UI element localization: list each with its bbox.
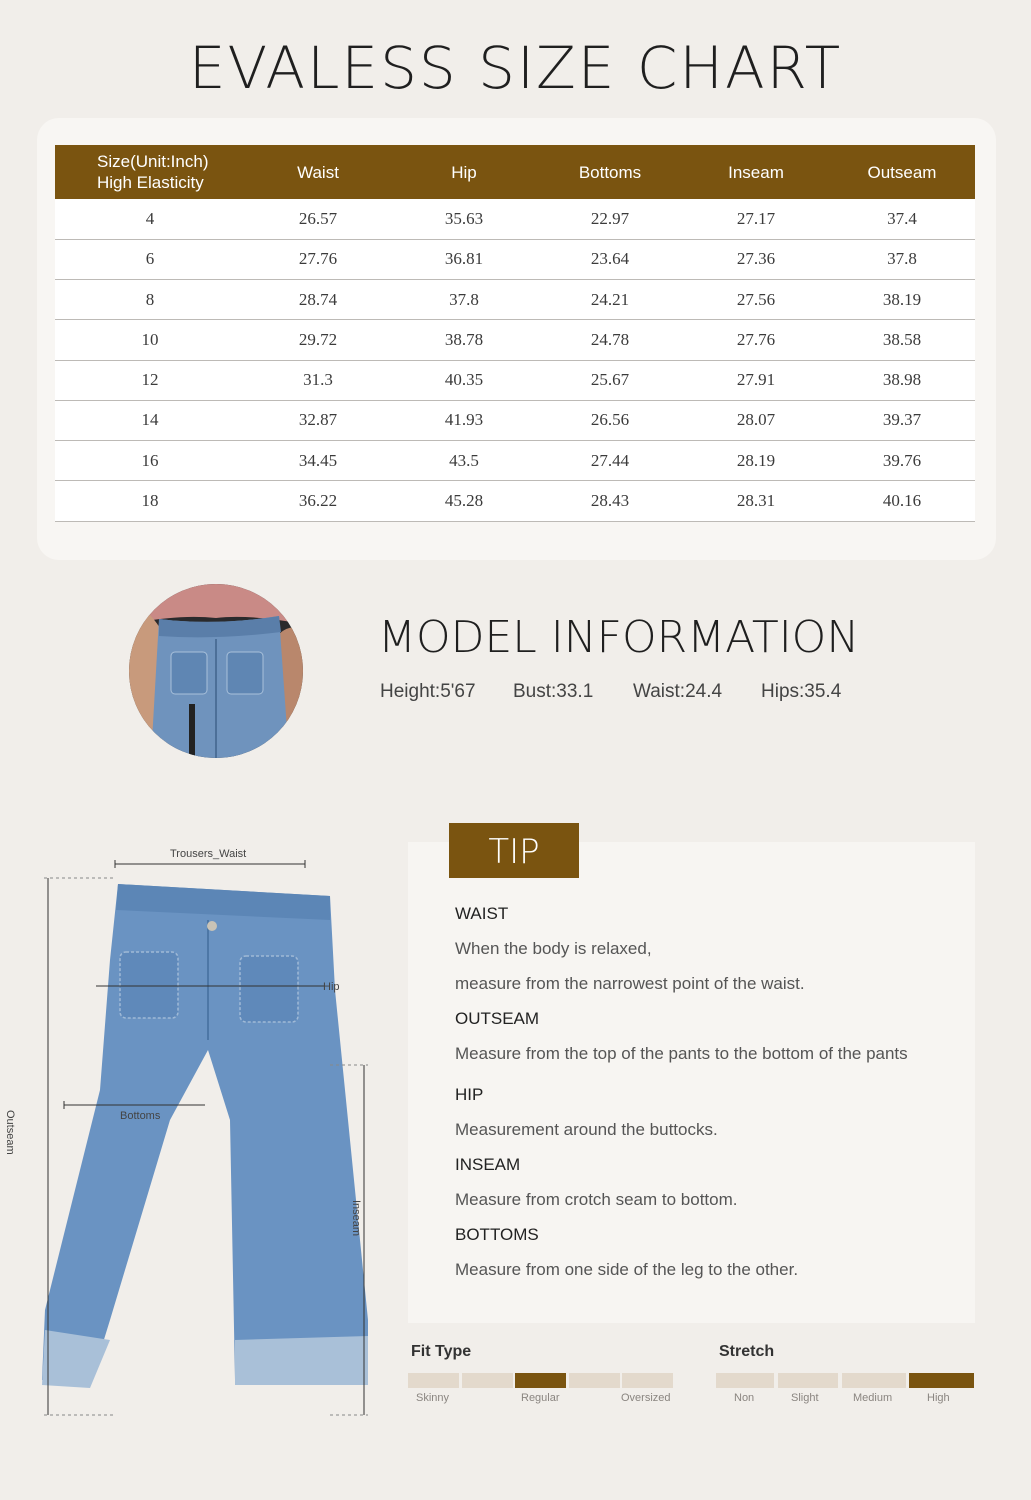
table-cell: 38.78	[391, 320, 537, 360]
tip-bottoms-text: Measure from one side of the leg to the other.	[455, 1260, 799, 1279]
stretch-segment-high	[909, 1373, 974, 1388]
model-hips: Hips:35.4	[761, 681, 842, 702]
table-row	[55, 239, 975, 279]
table-cell: 27.36	[683, 239, 829, 279]
diagram-inseam-label: Inseam	[350, 1200, 362, 1237]
table-cell: 28.31	[683, 481, 829, 521]
table-cell: 38.19	[829, 280, 975, 320]
fit-segment-1	[408, 1373, 459, 1388]
tip-outseam-heading: OUTSEAM	[455, 1009, 540, 1028]
tip-outseam-text: Measure from the top of the pants to the bottom of the pants	[455, 1044, 908, 1063]
table-header-row	[55, 145, 975, 199]
fit-label-oversized: Oversized	[621, 1392, 671, 1404]
pants-diagram	[30, 840, 390, 1430]
tip-hip-heading: HIP	[455, 1085, 484, 1104]
page-title: EVALESS SIZE CHART	[188, 34, 843, 102]
table-cell: 40.16	[829, 481, 975, 521]
table-cell: 24.21	[537, 280, 683, 320]
stretch-segment-slight	[778, 1373, 838, 1388]
table-cell: 38.58	[829, 320, 975, 360]
table-cell: 6	[55, 239, 245, 279]
table-cell: 28.74	[245, 280, 391, 320]
stretch-label-high: High	[927, 1392, 950, 1404]
diagram-bottoms-label: Bottoms	[120, 1110, 161, 1122]
table-cell: 40.35	[391, 360, 537, 400]
stretch-title: Stretch	[719, 1343, 775, 1360]
table-cell: 25.67	[537, 360, 683, 400]
table-cell: 28.19	[683, 441, 829, 481]
tip-waist-heading: WAIST	[455, 904, 509, 923]
header-size-line1: Size(Unit:Inch)	[97, 152, 209, 171]
table-cell: 34.45	[245, 441, 391, 481]
table-cell: 45.28	[391, 481, 537, 521]
table-cell: 43.5	[391, 441, 537, 481]
fit-segment-selected	[515, 1373, 566, 1388]
model-height: Height:5'67	[380, 681, 476, 702]
stretch-label-medium: Medium	[853, 1392, 893, 1404]
table-cell: 39.76	[829, 441, 975, 481]
stretch-segment-non	[716, 1373, 774, 1388]
header-bottoms: Bottoms	[537, 145, 683, 199]
table-cell: 16	[55, 441, 245, 481]
table-row	[55, 320, 975, 360]
fit-segment-2	[462, 1373, 513, 1388]
stretch-label-slight: Slight	[791, 1392, 819, 1404]
table-row	[55, 280, 975, 320]
header-inseam: Inseam	[683, 145, 829, 199]
table-cell: 27.91	[683, 360, 829, 400]
table-cell: 8	[55, 280, 245, 320]
table-cell: 27.17	[683, 199, 829, 239]
table-row	[55, 360, 975, 400]
table-row	[55, 199, 975, 239]
table-cell: 32.87	[245, 400, 391, 440]
table-cell: 41.93	[391, 400, 537, 440]
table-cell: 38.98	[829, 360, 975, 400]
table-cell: 18	[55, 481, 245, 521]
table-cell: 26.56	[537, 400, 683, 440]
table-cell: 37.8	[829, 239, 975, 279]
table-cell: 37.8	[391, 280, 537, 320]
table-row	[55, 441, 975, 481]
table-cell: 27.44	[537, 441, 683, 481]
tip-hip-text: Measurement around the buttocks.	[455, 1120, 718, 1139]
header-hip: Hip	[391, 145, 537, 199]
header-outseam: Outseam	[829, 145, 975, 199]
diagram-waist-label: Trousers_Waist	[170, 848, 247, 860]
model-waist: Waist:24.4	[633, 681, 723, 702]
table-cell: 24.78	[537, 320, 683, 360]
table-cell: 37.4	[829, 199, 975, 239]
table-cell: 35.63	[391, 199, 537, 239]
table-cell: 14	[55, 400, 245, 440]
header-size	[55, 145, 245, 199]
tip-waist-text-1: When the body is relaxed,	[455, 939, 652, 958]
header-waist: Waist	[245, 145, 391, 199]
tip-badge: TIP	[449, 823, 579, 878]
table-row	[55, 400, 975, 440]
model-photo	[129, 584, 303, 758]
diagram-hip-label: Hip	[323, 981, 340, 993]
model-heading: MODEL INFORMATION	[378, 612, 860, 663]
table-cell: 36.22	[245, 481, 391, 521]
tip-inseam-heading: INSEAM	[455, 1155, 521, 1174]
stretch-label-non: Non	[734, 1392, 755, 1404]
table-cell: 22.97	[537, 199, 683, 239]
table-cell: 26.57	[245, 199, 391, 239]
tip-inseam-text: Measure from crotch seam to bottom.	[455, 1190, 738, 1209]
header-size-line2: High Elasticity	[97, 173, 204, 192]
fit-label-skinny: Skinny	[416, 1392, 450, 1404]
fit-label-regular: Regular	[521, 1392, 560, 1404]
table-cell: 27.76	[245, 239, 391, 279]
fit-type-title: Fit Type	[411, 1343, 472, 1360]
table-cell: 31.3	[245, 360, 391, 400]
table-row	[55, 481, 975, 521]
fit-segment-5	[622, 1373, 673, 1388]
model-bust: Bust:33.1	[513, 681, 594, 702]
fit-segment-4	[569, 1373, 620, 1388]
diagram-outseam-label: Outseam	[4, 1110, 16, 1155]
table-cell: 12	[55, 360, 245, 400]
table-cell: 4	[55, 199, 245, 239]
table-cell: 28.07	[683, 400, 829, 440]
stretch-segment-medium	[842, 1373, 906, 1388]
table-cell: 39.37	[829, 400, 975, 440]
table-cell: 36.81	[391, 239, 537, 279]
table-cell: 23.64	[537, 239, 683, 279]
table-cell: 28.43	[537, 481, 683, 521]
size-table	[55, 145, 975, 522]
tip-waist-text-2: measure from the narrowest point of the waist.	[455, 974, 805, 993]
table-cell: 27.56	[683, 280, 829, 320]
tip-bottoms-heading: BOTTOMS	[455, 1225, 539, 1244]
table-cell: 27.76	[683, 320, 829, 360]
table-cell: 29.72	[245, 320, 391, 360]
table-cell: 10	[55, 320, 245, 360]
